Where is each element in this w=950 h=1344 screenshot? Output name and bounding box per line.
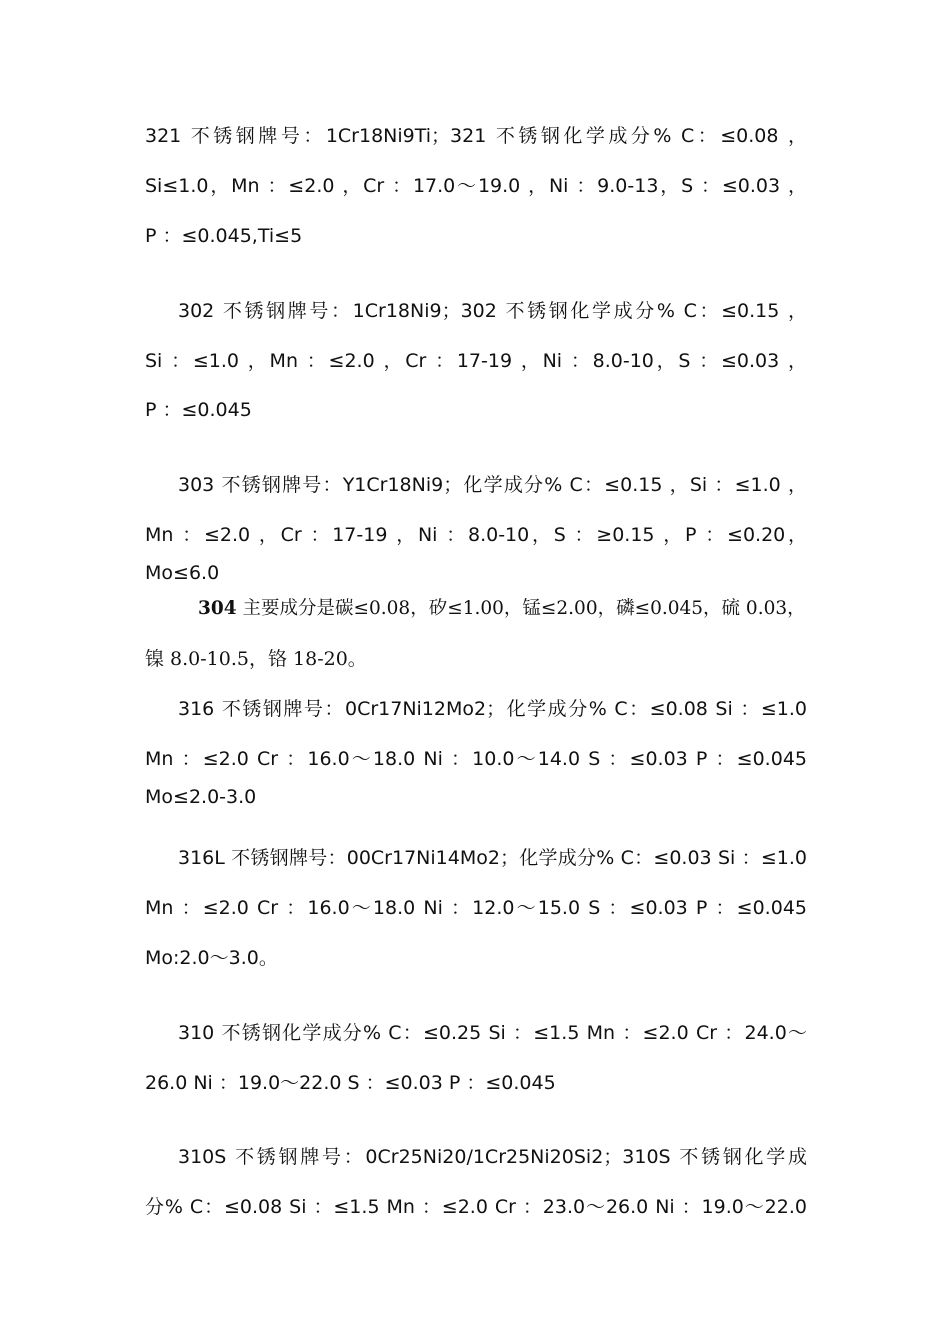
text-line: 316L 不锈钢牌号：00Cr17Ni14Mo2；化学成分% C：≤0.03 Si ：≤1.0 <box>178 847 807 869</box>
text-line: P ：≤0.045 <box>145 399 252 421</box>
text-line: 26.0 Ni ：19.0～22.0 S ：≤0.03 P ：≤0.045 <box>145 1072 556 1094</box>
text-line: 321 不锈钢牌号：1Cr18Ni9Ti；321 不锈钢化学成分% C：≤0.08 ， <box>145 125 807 147</box>
text-line: Si≤1.0，Mn ：≤2.0 ，Cr ：17.0～19.0 ，Ni ：9.0-13，S ：≤0.03 ， <box>145 175 807 197</box>
text-line: Mo≤2.0-3.0 <box>145 786 257 808</box>
text-line: Si ：≤1.0 ，Mn ：≤2.0 ，Cr ：17-19 ，Ni ：8.0-10，S ：≤0.03 ， <box>145 350 807 372</box>
text-line: 310S 不锈钢牌号：0Cr25Ni20/1Cr25Ni20Si2；310S 不锈钢化学成 <box>178 1146 807 1168</box>
text-line: 310 不锈钢化学成分% C：≤0.25 Si ：≤1.5 Mn ：≤2.0 Cr ：24.0～ <box>178 1022 807 1044</box>
text-line: Mn ：≤2.0 Cr ：16.0～18.0 Ni ：10.0～14.0 S ：≤0.03 P ：≤0.045 <box>145 748 807 770</box>
text-line: 302 不锈钢牌号：1Cr18Ni9；302 不锈钢化学成分% C：≤0.15 ， <box>178 300 807 322</box>
grade-304-label: 304 <box>198 598 237 619</box>
text-line: P ：≤0.045,Ti≤5 <box>145 225 303 247</box>
text-line: Mo:2.0～3.0。 <box>145 947 278 969</box>
text-line: Mn ：≤2.0 ，Cr ：17-19 ，Ni ：8.0-10，S ：≥0.15 ，P ：≤0.20， <box>145 524 807 546</box>
text-line: 303 不锈钢牌号：Y1Cr18Ni9；化学成分% C：≤0.15 ，Si ：≤1.0 ， <box>178 474 807 496</box>
text-line: Mo≤6.0 <box>145 562 220 584</box>
text-line: Mn ：≤2.0 Cr ：16.0～18.0 Ni ：12.0～15.0 S ：≤0.03 P ：≤0.045 <box>145 897 807 919</box>
text-line <box>198 597 807 621</box>
grade-304-text: 主要成分是碳≤0.08，矽≤1.00，锰≤2.00，磷≤0.045，硫 0.03， <box>236 598 806 619</box>
text-line: 316 不锈钢牌号：0Cr17Ni12Mo2；化学成分% C：≤0.08 Si ：≤1.0 <box>178 698 807 720</box>
text-line: 分% C：≤0.08 Si ：≤1.5 Mn ：≤2.0 Cr ：23.0～26.0 Ni ：19.0～22.0 <box>145 1196 807 1218</box>
text-line: 镍 8.0-10.5，铬 18-20。 <box>145 648 367 670</box>
